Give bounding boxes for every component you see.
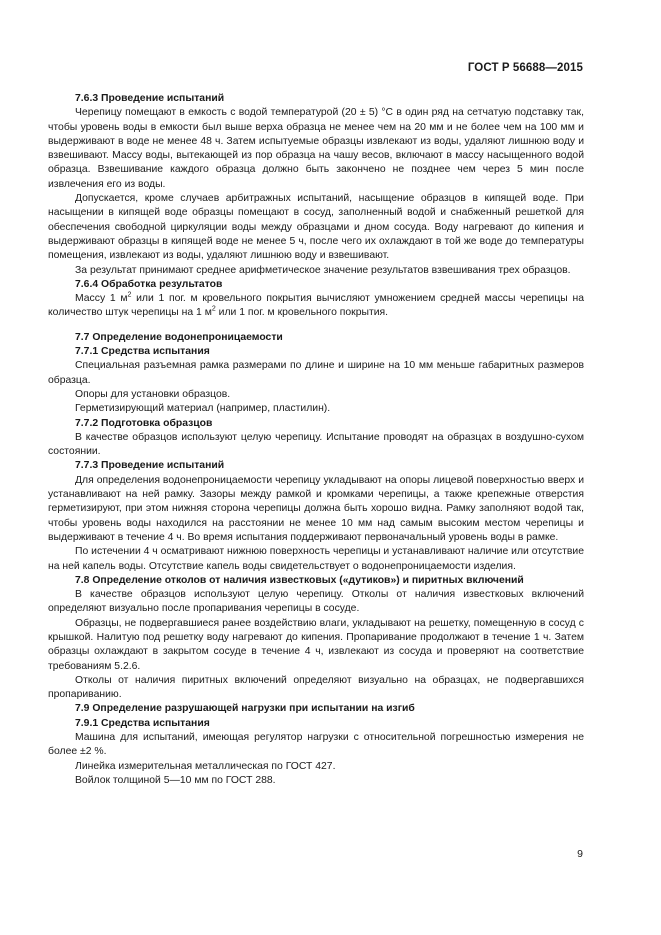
- paragraph: В качестве образцов используют целую черепицу. Отколы от наличия известковых включений определяют визуально после пропаривания черепицы в сосуде.: [48, 589, 584, 615]
- paragraph: Черепицу помещают в емкость с водой температурой (20 ± 5) °С в один ряд на сетчатую подставку так, чтобы уровень воды в емкости был выше верха образца не менее чем на 20 мм и не более чем на 100 мм и выдерживают в воде не менее 48 ч. Затем испытуемые образцы извлекают из воды, удаляют лишнюю воду и взвешивают. Массу воды, вытекающей из пор образца на чашу весов, включают в массу насыщенного водой образца. Взвешивание каждого образца должно быть закончено не позднее чем через 5 мин после извлечения его из воды.: [48, 107, 584, 190]
- section-7-6-3-heading: 7.6.3 Проведение испытаний: [75, 93, 225, 104]
- paragraph: Специальная разъемная рамка размерами по длине и ширине на 10 мм меньше габаритных размеров образца.: [48, 360, 584, 386]
- section-7-9-1-heading: 7.9.1 Средства испытания: [75, 717, 210, 729]
- text-run: или 1 пог. м кровельного покрытия вычисляют умножением средней массы черепицы на количество штук черепицы на 1 м: [48, 293, 584, 319]
- page-body: [48, 92, 584, 788]
- paragraph: Опоры для установки образцов.: [75, 388, 231, 400]
- paragraph: В качестве образцов используют целую черепицу. Испытание проводят на образцах в воздушно-сухом состоянии.: [48, 431, 584, 458]
- section-7-7-2-heading: 7.7.2 Подготовка образцов: [75, 417, 213, 429]
- text-run: Массу 1 м: [75, 293, 128, 305]
- paragraph: Герметизирующий материал (например, пластилин).: [75, 403, 331, 415]
- paragraph: Для определения водонепроницаемости черепицу укладывают на опоры лицевой поверхностью вверх и устанавливают на ней рамку. Зазоры между рамкой и кромками черепицы, а также крепежные отверстия герметизируют, при этом нижняя сторона черепицы должна быть хорошо видна. Рамку заполняют водой так, чтобы уровень воды находился на расстоянии не менее 10 мм над самым высоким местом черепицы и выдерживают в течение 4 ч. Во время испытания поддерживают первоначальный уровень воды в рамке.: [48, 474, 584, 543]
- superscript: 2: [211, 305, 216, 313]
- paragraph: Допускается, кроме случаев арбитражных испытаний, насыщение образцов в кипящей воде. При насыщении в кипящей воде образцы помещают в сосуд, заполненный водой и снабженный решеткой для обеспечения свободной циркуляции воды между образцами и дном сосуда. Воду нагревают до кипения и выдерживают образцы в кипящей воде не менее 5 ч, после чего их охлаждают в той же воде до температуры помещения, извлекают из воды, удаляют лишнюю воду и взвешивают.: [48, 193, 584, 262]
- section-7-7-heading: 7.7 Определение водонепроницаемости: [75, 331, 283, 343]
- section-7-7-1-heading: 7.7.1 Средства испытания: [75, 346, 210, 358]
- paragraph: Машина для испытаний, имеющая регулятор нагрузки с относительной погрешностью измерения не более ±2 %.: [48, 732, 584, 758]
- paragraph: Отколы от наличия пиритных включений определяют визуально на образцах, не подвергавшихся пропариванию.: [48, 674, 584, 701]
- paragraph: Образцы, не подвергавшиеся ранее воздействию влаги, укладывают на решетку, помещенную в сосуд с крышкой. Налитую под решетку воду нагревают до кипения. Пропаривание продолжают в течение 1 ч. Затем образцы охлаждают в закрытом сосуде в течение 4 ч, извлекают из сосуда и проверяют на соответствие требованиям 5.2.6.: [48, 617, 584, 672]
- paragraph: Войлок толщиной 5—10 мм по ГОСТ 288.: [75, 774, 276, 786]
- paragraph: [48, 292, 584, 321]
- paragraph: По истечении 4 ч осматривают нижнюю поверхность черепицы и устанавливают наличие или отсутствие на ней капель воды. Отсутствие капель воды свидетельствует о водонепроницаемости изделия.: [48, 546, 584, 572]
- section-7-8-heading: 7.8 Определение отколов от наличия известковых («дутиков») и пиритных включений: [75, 574, 524, 586]
- section-7-9-heading: 7.9 Определение разрушающей нагрузки при испытании на изгиб: [75, 703, 415, 715]
- section-7-6-4-heading: 7.6.4 Обработка результатов: [75, 278, 223, 290]
- section-7-7-3-heading: 7.7.3 Проведение испытаний: [75, 460, 225, 472]
- text-run: или 1 пог. м кровельного покрытия.: [215, 307, 389, 319]
- page-number: 9: [577, 848, 583, 860]
- paragraph: Линейка измерительная металлическая по ГОСТ 427.: [75, 760, 336, 772]
- document-code: ГОСТ Р 56688—2015: [467, 62, 583, 74]
- superscript: 2: [127, 291, 132, 299]
- paragraph: За результат принимают среднее арифметическое значение результатов взвешивания трех образцов.: [75, 264, 571, 276]
